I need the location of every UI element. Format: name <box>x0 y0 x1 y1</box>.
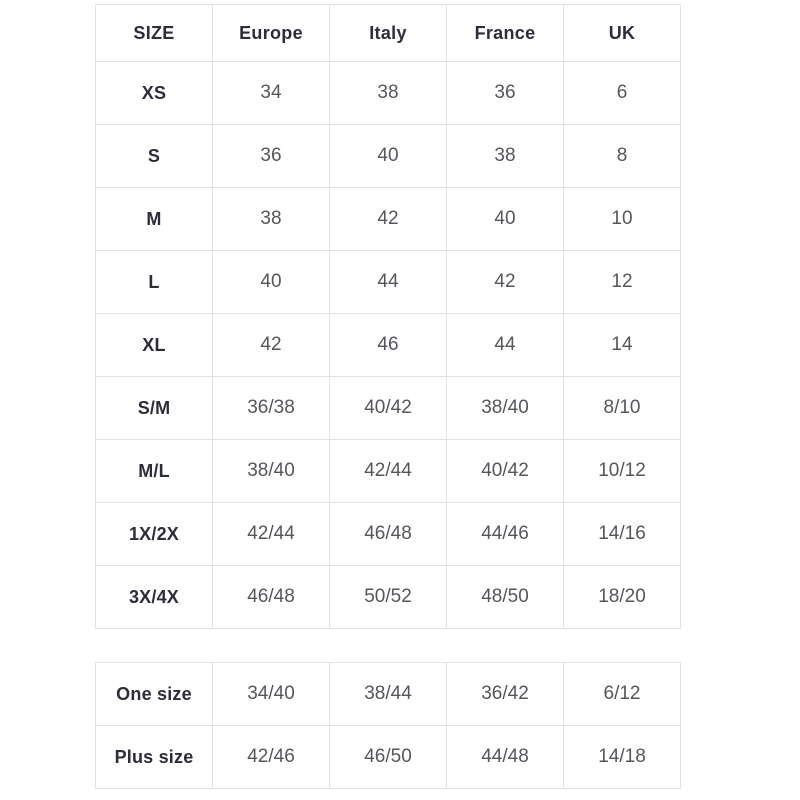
value-italy: 42 <box>330 188 447 251</box>
value-italy: 38/44 <box>330 663 447 726</box>
value-france: 38/40 <box>447 377 564 440</box>
table-row-one-size <box>96 663 681 726</box>
value-italy: 40/42 <box>330 377 447 440</box>
value-france: 38 <box>447 125 564 188</box>
value-europe: 36/38 <box>213 377 330 440</box>
size-label: 1X/2X <box>96 503 213 566</box>
value-italy: 46 <box>330 314 447 377</box>
value-uk: 6 <box>564 62 681 125</box>
column-header-size: SIZE <box>96 5 213 62</box>
size-conversion-table <box>95 4 681 629</box>
table-row-s <box>96 125 681 188</box>
value-uk: 8/10 <box>564 377 681 440</box>
value-france: 40/42 <box>447 440 564 503</box>
table-row-plus-size <box>96 726 681 789</box>
value-france: 44 <box>447 314 564 377</box>
column-header-europe: Europe <box>213 5 330 62</box>
value-france: 36 <box>447 62 564 125</box>
value-italy: 46/48 <box>330 503 447 566</box>
size-label: Plus size <box>96 726 213 789</box>
table-row-xl <box>96 314 681 377</box>
column-header-france: France <box>447 5 564 62</box>
size-label: M/L <box>96 440 213 503</box>
table-row-1x2x <box>96 503 681 566</box>
value-europe: 42/44 <box>213 503 330 566</box>
size-label: XS <box>96 62 213 125</box>
value-france: 44/46 <box>447 503 564 566</box>
size-label: L <box>96 251 213 314</box>
column-header-uk: UK <box>564 5 681 62</box>
special-sizes-table <box>95 662 681 789</box>
value-europe: 34/40 <box>213 663 330 726</box>
value-europe: 36 <box>213 125 330 188</box>
value-europe: 46/48 <box>213 566 330 629</box>
value-uk: 14 <box>564 314 681 377</box>
header-row <box>96 5 681 62</box>
size-label: S <box>96 125 213 188</box>
size-label: 3X/4X <box>96 566 213 629</box>
value-france: 44/48 <box>447 726 564 789</box>
table-gap <box>95 629 800 662</box>
value-france: 36/42 <box>447 663 564 726</box>
value-uk: 10/12 <box>564 440 681 503</box>
value-europe: 34 <box>213 62 330 125</box>
value-italy: 42/44 <box>330 440 447 503</box>
value-italy: 38 <box>330 62 447 125</box>
value-uk: 10 <box>564 188 681 251</box>
value-europe: 42 <box>213 314 330 377</box>
value-france: 48/50 <box>447 566 564 629</box>
size-label: M <box>96 188 213 251</box>
value-france: 40 <box>447 188 564 251</box>
table-row-m <box>96 188 681 251</box>
table-row-sm <box>96 377 681 440</box>
value-uk: 12 <box>564 251 681 314</box>
value-france: 42 <box>447 251 564 314</box>
size-label: One size <box>96 663 213 726</box>
value-italy: 50/52 <box>330 566 447 629</box>
value-uk: 14/18 <box>564 726 681 789</box>
value-uk: 8 <box>564 125 681 188</box>
value-italy: 40 <box>330 125 447 188</box>
table-row-l <box>96 251 681 314</box>
table-row-3x4x <box>96 566 681 629</box>
value-italy: 44 <box>330 251 447 314</box>
value-uk: 18/20 <box>564 566 681 629</box>
value-italy: 46/50 <box>330 726 447 789</box>
column-header-italy: Italy <box>330 5 447 62</box>
value-uk: 6/12 <box>564 663 681 726</box>
value-europe: 42/46 <box>213 726 330 789</box>
size-label: XL <box>96 314 213 377</box>
value-europe: 38 <box>213 188 330 251</box>
size-label: S/M <box>96 377 213 440</box>
table-row-xs <box>96 62 681 125</box>
table-row-ml <box>96 440 681 503</box>
value-europe: 40 <box>213 251 330 314</box>
value-uk: 14/16 <box>564 503 681 566</box>
value-europe: 38/40 <box>213 440 330 503</box>
